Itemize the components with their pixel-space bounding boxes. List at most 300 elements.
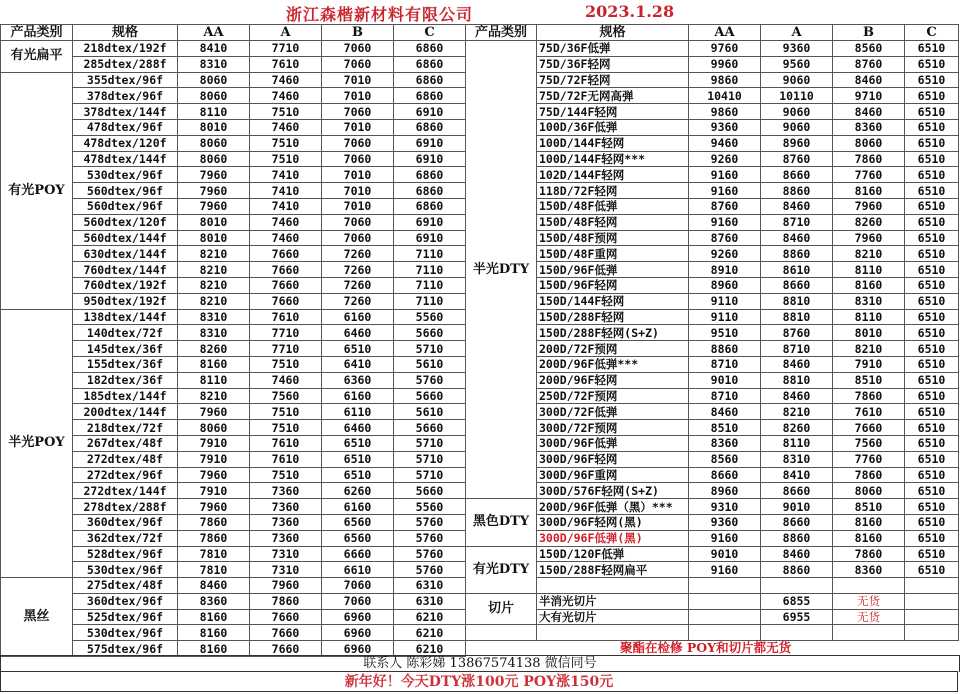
price-cell: 7660 — [833, 420, 905, 436]
price-cell: 8510 — [833, 372, 905, 388]
price-cell — [833, 578, 905, 594]
price-cell: 6860 — [394, 167, 466, 183]
price-cell: 8210 — [178, 388, 250, 404]
table-row — [466, 499, 959, 515]
price-cell: 7860 — [178, 530, 250, 546]
price-cell: 7510 — [250, 151, 322, 167]
price-cell: 7360 — [250, 530, 322, 546]
table-row — [466, 325, 959, 341]
price-cell: 6360 — [322, 372, 394, 388]
price-cell: 6510 — [905, 499, 959, 515]
price-cell: 7510 — [250, 356, 322, 372]
price-cell: 7010 — [322, 119, 394, 135]
price-cell: 8060 — [833, 483, 905, 499]
price-cell: 8160 — [178, 641, 250, 657]
table-row — [1, 72, 466, 88]
price-cell: 6510 — [905, 88, 959, 104]
price-cell: 10410 — [689, 88, 761, 104]
price-cell: 8010 — [833, 325, 905, 341]
price-cell: 6860 — [394, 119, 466, 135]
price-cell: 5710 — [394, 341, 466, 357]
price-cell: 7610 — [250, 309, 322, 325]
table-row — [466, 609, 959, 625]
price-cell: 8010 — [178, 230, 250, 246]
price-cell: 7960 — [178, 198, 250, 214]
price-cell: 6960 — [322, 625, 394, 641]
price-cell: 6510 — [322, 341, 394, 357]
spec-cell — [537, 578, 689, 594]
header-grade: AA — [178, 25, 250, 41]
price-cell: 7860 — [178, 514, 250, 530]
price-cell: 8110 — [178, 372, 250, 388]
price-cell: 5710 — [394, 435, 466, 451]
price-cell: 8460 — [178, 578, 250, 594]
header-category: 产品类别 — [466, 25, 537, 41]
price-cell: 8460 — [833, 104, 905, 120]
price-cell: 8760 — [689, 230, 761, 246]
category-cell: 切片 — [466, 593, 537, 625]
price-cell: 8960 — [689, 483, 761, 499]
spec-cell: 150D/96F低弹 — [537, 262, 689, 278]
header-grade: AA — [689, 25, 761, 41]
spec-cell: 102D/144F轻网 — [537, 167, 689, 183]
price-cell: 无货 — [833, 609, 905, 625]
spec-cell: 478dtex/144f — [73, 151, 178, 167]
spec-cell: 218dtex/192f — [73, 41, 178, 57]
spec-cell: 75D/144F轻网 — [537, 104, 689, 120]
price-cell: 7610 — [250, 56, 322, 72]
price-cell: 8310 — [178, 309, 250, 325]
contact-info: 联系人 陈彩娣 13867574138 微信同号 — [0, 655, 960, 672]
spec-cell: 530dtex/96f — [73, 562, 178, 578]
price-cell: 7710 — [250, 341, 322, 357]
header-spec: 规格 — [73, 25, 178, 41]
notice-text: 聚酯在检修 POY和切片都无货 — [620, 640, 792, 655]
header-grade: C — [905, 25, 959, 41]
price-cell: 6510 — [905, 325, 959, 341]
price-cell: 8860 — [689, 341, 761, 357]
header-grade: A — [250, 25, 322, 41]
price-cell: 6510 — [322, 451, 394, 467]
left-price-table — [0, 24, 466, 657]
price-cell: 8410 — [761, 467, 833, 483]
price-cell: 7510 — [250, 135, 322, 151]
price-cell: 7810 — [178, 546, 250, 562]
table-row — [466, 183, 959, 199]
price-cell: 6510 — [905, 372, 959, 388]
price-cell: 7760 — [833, 451, 905, 467]
price-cell: 6160 — [322, 388, 394, 404]
spec-cell: 150D/288F轻网 — [537, 309, 689, 325]
price-cell: 6510 — [905, 230, 959, 246]
table-row — [466, 356, 959, 372]
spec-cell: 75D/36F低弹 — [537, 41, 689, 57]
price-cell: 8160 — [178, 356, 250, 372]
price-cell: 6860 — [394, 183, 466, 199]
price-cell: 8860 — [761, 246, 833, 262]
price-cell: 8810 — [761, 372, 833, 388]
spec-cell: 360dtex/96f — [73, 514, 178, 530]
price-cell: 6510 — [322, 435, 394, 451]
spec-cell: 300D/96F重网 — [537, 467, 689, 483]
price-cell: 8310 — [178, 325, 250, 341]
category-cell: 半光POY — [1, 309, 73, 578]
price-cell: 6510 — [905, 56, 959, 72]
price-cell: 7710 — [250, 41, 322, 57]
price-cell: 8010 — [178, 119, 250, 135]
price-cell: 7260 — [322, 246, 394, 262]
price-cell: 7360 — [250, 499, 322, 515]
price-cell: 7960 — [833, 230, 905, 246]
spec-cell: 267dtex/48f — [73, 435, 178, 451]
price-cell: 6510 — [905, 388, 959, 404]
company-title: 浙江森楷新材料有限公司 — [286, 5, 474, 24]
price-cell: 7860 — [833, 151, 905, 167]
price-cell: 9110 — [689, 293, 761, 309]
table-row — [466, 578, 959, 594]
header-row — [466, 25, 959, 41]
spec-cell: 362dtex/72f — [73, 530, 178, 546]
spec-cell: 360dtex/96f — [73, 593, 178, 609]
price-cell: 8860 — [761, 530, 833, 546]
price-cell: 6510 — [322, 467, 394, 483]
spec-cell: 630dtex/144f — [73, 246, 178, 262]
price-cell: 6510 — [905, 562, 959, 578]
price-cell: 7310 — [250, 562, 322, 578]
spec-cell: 278dtex/288f — [73, 499, 178, 515]
price-cell: 7110 — [394, 277, 466, 293]
price-cell: 8360 — [178, 593, 250, 609]
spec-cell: 150D/48F低弹 — [537, 198, 689, 214]
spec-cell: 300D/96F轻网(黑) — [537, 514, 689, 530]
price-cell: 6510 — [905, 435, 959, 451]
price-cell: 8160 — [833, 514, 905, 530]
price-cell: 6460 — [322, 325, 394, 341]
price-cell: 6510 — [905, 198, 959, 214]
price-cell: 8110 — [178, 104, 250, 120]
spec-cell: 530dtex/96f — [73, 167, 178, 183]
price-cell: 7610 — [833, 404, 905, 420]
spec-cell: 200D/96F低弹*** — [537, 356, 689, 372]
price-cell: 6510 — [905, 514, 959, 530]
price-cell — [689, 593, 761, 609]
price-cell: 7860 — [250, 593, 322, 609]
table-row — [466, 404, 959, 420]
table-row — [466, 625, 959, 641]
header-category: 产品类别 — [1, 25, 73, 41]
spec-cell: 530dtex/96f — [73, 625, 178, 641]
price-cell: 8060 — [178, 420, 250, 436]
price-cell: 7960 — [250, 578, 322, 594]
price-cell: 7460 — [250, 88, 322, 104]
price-cell: 7410 — [250, 167, 322, 183]
price-cell: 9060 — [761, 104, 833, 120]
price-cell: 8210 — [833, 341, 905, 357]
price-cell: 9360 — [689, 514, 761, 530]
table-row — [466, 483, 959, 499]
price-cell: 8210 — [178, 277, 250, 293]
price-cell: 8960 — [689, 277, 761, 293]
price-cell: 6560 — [322, 514, 394, 530]
price-cell: 7110 — [394, 262, 466, 278]
category-cell: 黑色DTY — [466, 499, 537, 546]
header-grade: C — [394, 25, 466, 41]
price-cell: 8210 — [761, 404, 833, 420]
price-cell: 7660 — [250, 609, 322, 625]
price-cell: 8460 — [833, 72, 905, 88]
price-cell: 6860 — [394, 88, 466, 104]
price-cell: 7410 — [250, 198, 322, 214]
spec-cell: 138dtex/144f — [73, 309, 178, 325]
table-row — [466, 388, 959, 404]
category-cell: 有光DTY — [466, 546, 537, 593]
spec-cell: 575dtex/96f — [73, 641, 178, 657]
category-cell: 有光扁平 — [1, 41, 73, 73]
spec-cell: 300D/72F预网 — [537, 420, 689, 436]
price-cell: 6310 — [394, 593, 466, 609]
price-cell: 5710 — [394, 451, 466, 467]
price-cell: 8060 — [178, 151, 250, 167]
price-cell: 8310 — [178, 56, 250, 72]
price-cell: 8160 — [178, 609, 250, 625]
price-cell: 6910 — [394, 104, 466, 120]
spec-cell: 300D/72F低弹 — [537, 404, 689, 420]
price-cell: 8660 — [761, 167, 833, 183]
spec-cell: 140dtex/72f — [73, 325, 178, 341]
spec-cell — [537, 625, 689, 641]
price-cell: 5760 — [394, 514, 466, 530]
price-cell: 7060 — [322, 593, 394, 609]
price-cell: 6610 — [322, 562, 394, 578]
spec-cell: 285dtex/288f — [73, 56, 178, 72]
price-cell: 8160 — [833, 183, 905, 199]
price-cell: 6210 — [394, 609, 466, 625]
price-cell: 7960 — [178, 183, 250, 199]
price-cell: 6160 — [322, 499, 394, 515]
price-cell: 9160 — [689, 214, 761, 230]
price-cell: 6510 — [905, 530, 959, 546]
price-cell: 7010 — [322, 72, 394, 88]
price-cell: 7260 — [322, 277, 394, 293]
table-row — [466, 530, 959, 546]
price-cell: 6510 — [905, 262, 959, 278]
price-cell: 9460 — [689, 135, 761, 151]
price-cell: 6510 — [905, 341, 959, 357]
spec-cell: 272dtex/144f — [73, 483, 178, 499]
price-cell — [761, 625, 833, 641]
table-row — [466, 451, 959, 467]
price-cell: 7460 — [250, 230, 322, 246]
price-cell: 7560 — [833, 435, 905, 451]
spec-cell: 760dtex/192f — [73, 277, 178, 293]
price-cell — [689, 578, 761, 594]
spec-cell: 200D/96F轻网 — [537, 372, 689, 388]
table-row — [466, 262, 959, 278]
price-cell: 7010 — [322, 198, 394, 214]
price-cell: 7660 — [250, 293, 322, 309]
price-cell: 9860 — [689, 104, 761, 120]
price-cell: 8760 — [761, 325, 833, 341]
price-cell: 9760 — [689, 41, 761, 57]
price-cell — [905, 609, 959, 625]
table-row — [466, 420, 959, 436]
spec-cell: 145dtex/36f — [73, 341, 178, 357]
table-row — [466, 514, 959, 530]
price-cell: 6510 — [905, 183, 959, 199]
table-row — [466, 277, 959, 293]
spec-cell: 200D/72F预网 — [537, 341, 689, 357]
price-cell: 8060 — [178, 88, 250, 104]
price-cell: 8110 — [761, 435, 833, 451]
price-cell: 6310 — [394, 578, 466, 594]
spec-cell: 150D/288F轻网扁平 — [537, 562, 689, 578]
price-cell: 7060 — [322, 104, 394, 120]
price-cell: 5610 — [394, 356, 466, 372]
price-cell: 6560 — [322, 530, 394, 546]
price-cell: 8910 — [689, 262, 761, 278]
spec-cell: 272dtex/96f — [73, 467, 178, 483]
price-cell: 7560 — [250, 388, 322, 404]
price-cell: 8210 — [833, 246, 905, 262]
price-cell: 7460 — [250, 372, 322, 388]
price-cell: 9310 — [689, 499, 761, 515]
price-cell: 6460 — [322, 420, 394, 436]
price-cell: 9060 — [761, 119, 833, 135]
table-row — [466, 119, 959, 135]
price-cell: 6955 — [761, 609, 833, 625]
spec-cell: 155dtex/36f — [73, 356, 178, 372]
price-cell: 6960 — [322, 609, 394, 625]
price-cell: 7010 — [322, 88, 394, 104]
price-cell: 8460 — [761, 198, 833, 214]
table-row — [466, 72, 959, 88]
price-cell: 8760 — [689, 198, 761, 214]
table-row — [1, 309, 466, 325]
price-cell — [689, 625, 761, 641]
price-cell: 7810 — [178, 562, 250, 578]
table-row — [466, 246, 959, 262]
price-cell: 5610 — [394, 404, 466, 420]
price-cell: 6855 — [761, 593, 833, 609]
spec-cell: 272dtex/48f — [73, 451, 178, 467]
price-cell: 6910 — [394, 135, 466, 151]
spec-cell: 300D/576F轻网(S+Z) — [537, 483, 689, 499]
price-cell: 8660 — [761, 277, 833, 293]
price-cell: 5660 — [394, 388, 466, 404]
price-cell — [833, 625, 905, 641]
spec-cell: 218dtex/72f — [73, 420, 178, 436]
table-row — [466, 104, 959, 120]
price-cell: 7110 — [394, 293, 466, 309]
category-cell: 半光DTY — [466, 41, 537, 499]
price-cell: 8510 — [689, 420, 761, 436]
price-cell: 8810 — [761, 309, 833, 325]
price-cell: 8260 — [178, 341, 250, 357]
price-cell: 6510 — [905, 467, 959, 483]
price-cell: 10110 — [761, 88, 833, 104]
price-cell: 7960 — [178, 167, 250, 183]
table-row — [466, 230, 959, 246]
price-cell: 8710 — [761, 341, 833, 357]
price-cell: 8160 — [178, 625, 250, 641]
spec-cell: 150D/288F轻网(S+Z) — [537, 325, 689, 341]
price-cell: 6260 — [322, 483, 394, 499]
header-spec: 规格 — [537, 25, 689, 41]
price-cell: 8110 — [833, 309, 905, 325]
price-cell: 6510 — [905, 119, 959, 135]
spec-cell: 200D/96F低弹（黑）*** — [537, 499, 689, 515]
price-cell: 6510 — [905, 151, 959, 167]
price-cell: 8410 — [178, 41, 250, 57]
price-cell: 8460 — [761, 356, 833, 372]
price-cell: 8360 — [833, 562, 905, 578]
header-grade: B — [833, 25, 905, 41]
spec-cell: 250D/72F预网 — [537, 388, 689, 404]
price-cell: 8260 — [833, 214, 905, 230]
price-cell: 6510 — [905, 246, 959, 262]
category-cell — [466, 625, 537, 641]
price-cell: 7860 — [833, 467, 905, 483]
price-cell: 8210 — [178, 293, 250, 309]
table-row — [466, 135, 959, 151]
price-cell: 6510 — [905, 41, 959, 57]
price-cell: 9960 — [689, 56, 761, 72]
price-cell: 6860 — [394, 56, 466, 72]
price-cell: 6510 — [905, 293, 959, 309]
price-cell: 5710 — [394, 467, 466, 483]
announcement-banner: 新年好！今天DTY涨100元 POY涨150元 — [0, 671, 958, 692]
price-cell: 9560 — [761, 56, 833, 72]
price-cell: 6510 — [905, 277, 959, 293]
price-cell: 6510 — [905, 104, 959, 120]
price-cell: 6160 — [322, 309, 394, 325]
price-cell: 9710 — [833, 88, 905, 104]
spec-cell: 200dtex/144f — [73, 404, 178, 420]
spec-cell: 150D/144F轻网 — [537, 293, 689, 309]
price-cell: 7960 — [178, 404, 250, 420]
price-cell: 6860 — [394, 72, 466, 88]
price-cell: 7660 — [250, 277, 322, 293]
price-cell: 9510 — [689, 325, 761, 341]
price-cell: 9160 — [689, 562, 761, 578]
price-cell: 5560 — [394, 499, 466, 515]
price-cell: 8860 — [761, 183, 833, 199]
spec-cell: 478dtex/120f — [73, 135, 178, 151]
price-cell: 8010 — [178, 214, 250, 230]
price-cell: 7060 — [322, 56, 394, 72]
category-cell: 黑丝 — [1, 578, 73, 657]
table-row — [466, 88, 959, 104]
price-cell: 8460 — [761, 388, 833, 404]
price-cell: 7360 — [250, 483, 322, 499]
price-cell: 7010 — [322, 183, 394, 199]
price-cell: 7060 — [322, 214, 394, 230]
price-cell: 7910 — [178, 483, 250, 499]
spec-cell: 100D/36F低弹 — [537, 119, 689, 135]
price-cell: 7660 — [250, 625, 322, 641]
price-cell: 7060 — [322, 230, 394, 246]
spec-cell: 525dtex/96f — [73, 609, 178, 625]
price-cell: 7660 — [250, 262, 322, 278]
price-cell: 6860 — [394, 41, 466, 57]
spec-cell: 560dtex/120f — [73, 214, 178, 230]
price-cell: 8310 — [761, 451, 833, 467]
price-cell: 9010 — [761, 499, 833, 515]
price-cell: 8160 — [833, 277, 905, 293]
price-cell: 8610 — [761, 262, 833, 278]
price-cell: 8710 — [689, 356, 761, 372]
price-cell: 6960 — [322, 641, 394, 657]
